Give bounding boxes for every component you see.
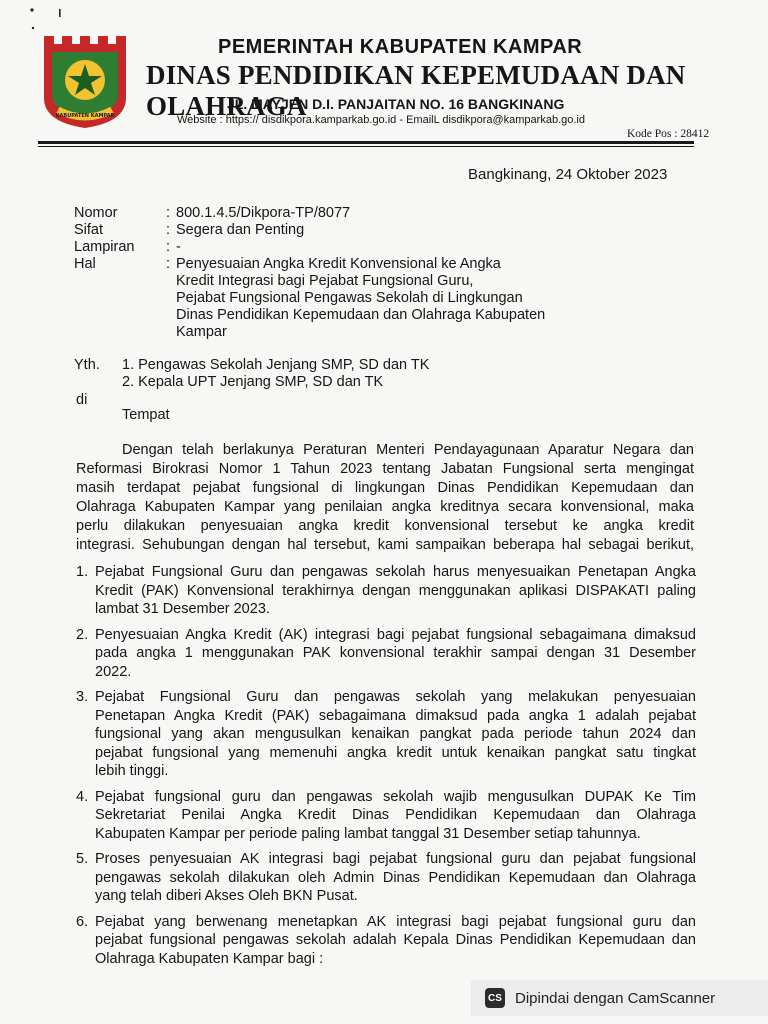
list-line: pejabat fungsional pengawas sekolah adalah Kepala Dinas Pendidikan Kepemudaan dan [95, 932, 696, 948]
letterhead-postal-code: Kode Pos : 28412 [627, 128, 710, 140]
list-number: 1. [76, 564, 89, 580]
list-line: Penyesuaian Angka Kredit (AK) integrasi bagi pejabat fungsional sebagaimana dimaksud [95, 626, 696, 643]
list-line: Pejabat Fungsional Guru dan pengawas sekolah yang melakukan penyesuaian [95, 689, 696, 705]
paragraph-line: Reformasi Birokrasi Nomor 1 Tahun 2023 tentang Jabatan Fungsional serta mengingat [76, 461, 694, 477]
paragraph-line: Olahraga Kabupaten Kampar yang penilaian angka kreditnya secara konvensional, maka [76, 499, 694, 515]
list-line: Kredit (PAK) Konvensional terakhirnya dengan menggunakan aplikasi DISPAKATI paling [95, 582, 696, 599]
list-line: yang telah diberi Akses Oleh BKN Pusat. [95, 888, 358, 904]
paragraph-line: perlu dilakukan penyesuaian angka kredit konvensional tersebut ke angka kredit [76, 518, 694, 534]
list-number: 3. [76, 689, 89, 705]
yth-label: Yth. [74, 357, 100, 373]
list-line: fungsional yang akan mengusulkan kenaikan pangkat pada periode tahun 2024 dan [95, 726, 696, 742]
hal-line: Penyesuaian Angka Kredit Konvensional ke Angka [176, 256, 501, 272]
kampar-regency-logo [40, 32, 130, 130]
list-line: pada angka 1 menggunakan PAK konvensional terakhir sampai dengan 31 Desember [95, 645, 696, 661]
list-item [76, 563, 696, 619]
letterhead-rule-thick [38, 141, 694, 144]
svg-text:KABUPATEN KAMPAR: KABUPATEN KAMPAR [55, 113, 115, 119]
list-item [76, 626, 696, 682]
colon: : [166, 205, 171, 221]
list-line: Kabupaten Kampar per periode paling lambat tanggal 31 Desember setiap tahunnya. [95, 825, 641, 842]
list-number: 4. [76, 788, 89, 805]
list-number: 6. [76, 913, 89, 930]
list-line: Penetapan Angka Kredit (PAK) sebagaimana dimaksud pada angka 1 adalah pejabat [95, 707, 696, 724]
list-line: Pejabat fungsional guru dan pengawas sekolah wajib mengusulkan DUPAK Ke Tim [95, 788, 696, 805]
paragraph-line: integrasi. Sehubungan dengan hal tersebut, kami sampaikan beberapa hal sebagai berikut, [76, 537, 694, 553]
sifat-value: Segera dan Penting [176, 222, 305, 238]
opening-paragraph [76, 441, 694, 555]
list-line: Pejabat Fungsional Guru dan pengawas sekolah harus menyesuaikan Penetapan Angka [95, 564, 696, 580]
sifat-label: Sifat [74, 222, 104, 238]
list-number: 5. [76, 851, 89, 867]
list-line: pejabat fungsional yang memenuhi angka kredit untuk kenaikan pangkat satu tingkat [95, 744, 696, 761]
paragraph-line: masih terdapat pejabat fungsional di lingkungan Dinas Pendidikan Kepemudaan dan [76, 480, 694, 496]
list-item [76, 850, 696, 906]
recipient-2: 2. Kepala UPT Jenjang SMP, SD dan TK [122, 374, 384, 390]
camscanner-label: Dipindai dengan CamScanner [515, 989, 716, 1007]
colon: : [166, 256, 171, 272]
hal-line: Kampar [176, 324, 227, 340]
colon: : [166, 239, 171, 255]
list-line: pengawas sekolah dilakukan oleh Admin Dinas Pendidikan Kepemudaan dan Olahraga [95, 869, 696, 886]
list-line: 2022. [95, 663, 132, 680]
camscanner-watermark [471, 980, 768, 1016]
numbered-list [76, 563, 696, 975]
nomor-value: 800.1.4.5/Dikpora-TP/8077 [176, 205, 351, 221]
hal-line: Dinas Pendidikan Kepemudaan dan Olahraga Kabupaten [176, 307, 546, 323]
hal-value [176, 256, 545, 341]
letter-date: Bangkinang, 24 Oktober 2023 [468, 166, 668, 183]
list-line: Proses penyesuaian AK integrasi bagi pejabat fungsional guru dan pejabat fungsional [95, 851, 696, 867]
list-line: Pejabat yang berwenang menetapkan AK integrasi bagi pejabat fungsional guru dan [95, 913, 696, 930]
letterhead-government: PEMERINTAH KABUPATEN KAMPAR [218, 36, 583, 58]
list-item [76, 788, 696, 844]
letterhead-contact: Website : https:// disdikpora.kamparkab.go.id - EmailL disdikpora@kamparkab.go.id [177, 114, 585, 126]
lampiran-value: - [176, 239, 181, 255]
di-label: di [76, 392, 88, 408]
list-line: lebih tinggi. [95, 763, 169, 779]
place-label: Tempat [122, 407, 170, 423]
letterhead-rule-thin [38, 146, 694, 147]
paragraph-line: Dengan telah berlakunya Peraturan Menteri Pendayagunaan Aparatur Negara dan [122, 442, 694, 458]
hal-line: Pejabat Fungsional Pengawas Sekolah di Lingkungan [176, 290, 523, 306]
list-number: 2. [76, 626, 89, 643]
camscanner-icon: CS [485, 988, 505, 1008]
list-item [76, 688, 696, 781]
nomor-label: Nomor [74, 205, 118, 221]
list-line: Olahraga Kabupaten Kampar bagi : [95, 950, 324, 967]
recipient-1: 1. Pengawas Sekolah Jenjang SMP, SD dan TK [122, 357, 430, 373]
letterhead-agency: DINAS PENDIDIKAN KEPEMUDAAN DAN OLAHRAGA [146, 60, 686, 121]
list-line: Sekretariat Penilai Angka Kredit Dinas Pendidikan Kepemudaan dan Olahraga [95, 807, 696, 823]
letterhead-address: JL. MAYJEN D.I. PANJAITAN NO. 16 BANGKINANG [227, 96, 565, 112]
hal-line: Kredit Integrasi bagi Pejabat Fungsional Guru, [176, 273, 474, 289]
lampiran-label: Lampiran [74, 239, 135, 255]
colon: : [166, 222, 171, 238]
list-item [76, 913, 696, 969]
list-line: lambat 31 Desember 2023. [95, 601, 270, 617]
hal-label: Hal [74, 256, 96, 272]
